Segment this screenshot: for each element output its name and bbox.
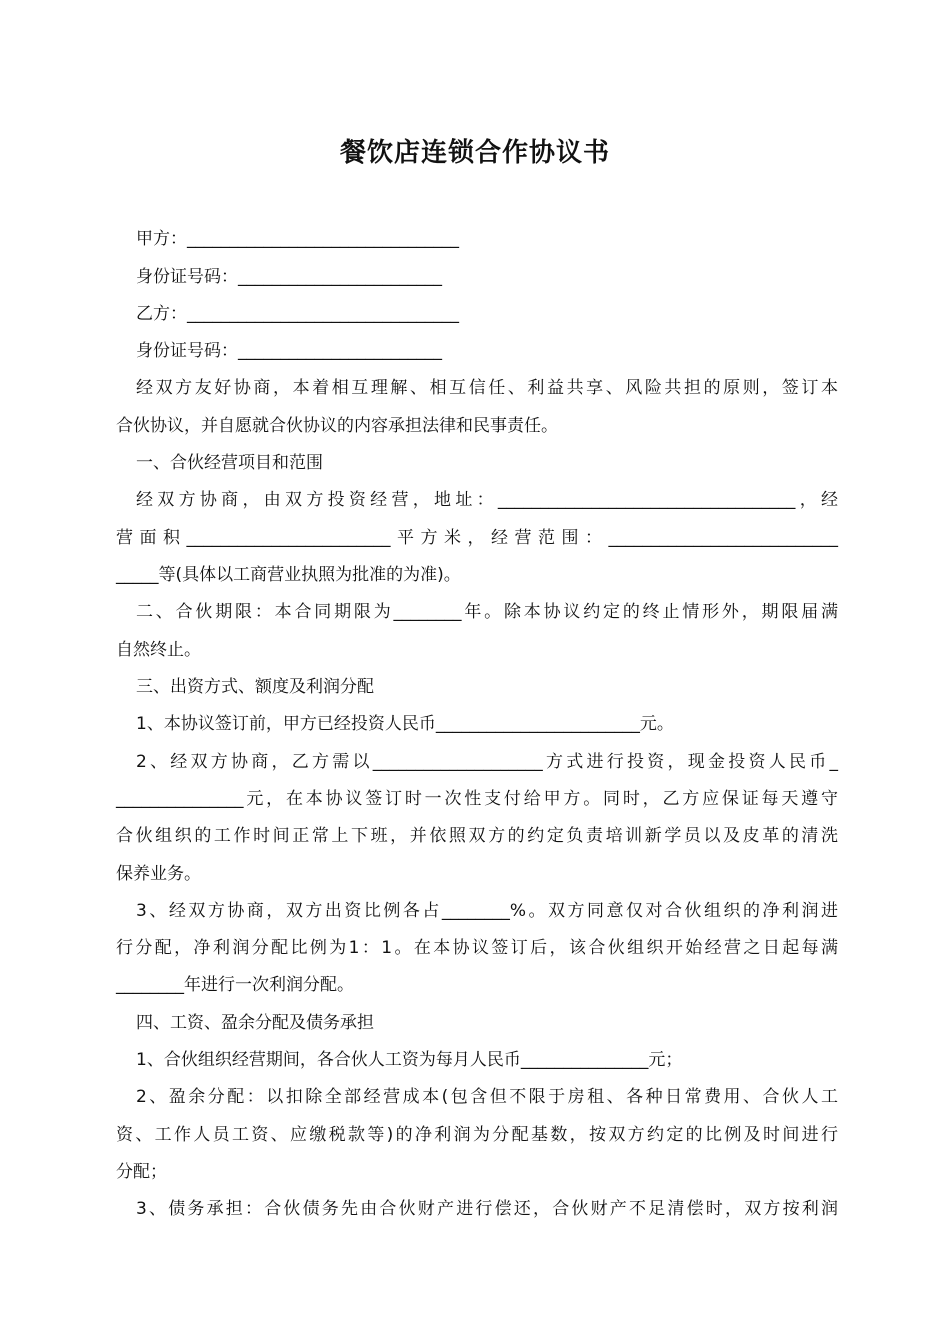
section-3-item-2-line-2: _______________元，在本协议签订时一次性支付给甲方。同时，乙方应保证每天遵守: [116, 789, 838, 809]
party-a-id-line: 身份证号码：________________________: [136, 267, 442, 287]
section-heading-1: 一、合伙经营项目和范围: [136, 453, 323, 473]
section-3-item-3-line-1: 3、经双方协商，双方出资比例各占________%。双方同意仅对合伙组织的净利润进: [136, 901, 838, 921]
section-4-item-1: 1、合伙组织经营期间，各合伙人工资为每月人民币_______________元；: [136, 1050, 683, 1070]
section-3-item-2-line-1: 2、经双方协商，乙方需以____________________方式进行投资，现金投资人民币_: [136, 752, 838, 772]
section-4-item-2-line-3: 分配；: [116, 1162, 167, 1182]
party-b-id-line: 身份证号码：________________________: [136, 341, 442, 361]
document-title: 餐饮店连锁合作协议书: [339, 138, 610, 168]
section-2-line-1: 二、合伙期限：本合同期限为________年。除本协议约定的终止情形外，期限届满: [136, 602, 838, 622]
preamble-line-1: 经双方友好协商，本着相互理解、相互信任、利益共享、风险共担的原则，签订本: [136, 378, 838, 398]
section-3-item-2-line-3: 合伙组织的工作时间正常上下班，并依照双方的约定负责培训新学员以及皮革的清洗: [116, 826, 838, 846]
section-3-item-2-line-4: 保养业务。: [116, 864, 201, 884]
section-heading-4: 四、工资、盈余分配及债务承担: [136, 1013, 374, 1033]
section-1-line-2: 营面积________________________平方米，经营范围：___________________________: [116, 528, 838, 548]
section-3-item-1: 1、本协议签订前，甲方已经投资人民币________________________元。: [136, 714, 674, 734]
section-2-line-2: 自然终止。: [116, 640, 201, 660]
preamble-line-2: 合伙协议，并自愿就合伙协议的内容承担法律和民事责任。: [116, 416, 558, 436]
section-3-item-3-line-3: ________年进行一次利润分配。: [116, 975, 354, 995]
section-heading-3: 三、出资方式、额度及利润分配: [136, 677, 374, 697]
party-a-line: 甲方：________________________________: [136, 229, 459, 249]
section-4-item-3-line-1: 3、债务承担：合伙债务先由合伙财产进行偿还，合伙财产不足清偿时，双方按利润: [136, 1199, 838, 1219]
section-4-item-2-line-1: 2、盈余分配：以扣除全部经营成本(包含但不限于房租、各种日常费用、合伙人工: [136, 1087, 838, 1107]
section-1-line-3: _____等(具体以工商营业执照为批准的为准)。: [116, 565, 461, 585]
party-b-line: 乙方：________________________________: [136, 304, 459, 324]
section-3-item-3-line-2: 行分配，净利润分配比例为1：1。在本协议签订后，该合伙组织开始经营之日起每满: [116, 938, 838, 958]
section-4-item-2-line-2: 资、工作人员工资、应缴税款等)的净利润为分配基数，按双方约定的比例及时间进行: [116, 1125, 838, 1145]
section-1-line-1: 经双方协商，由双方投资经营，地址：___________________________________，经: [136, 490, 838, 510]
